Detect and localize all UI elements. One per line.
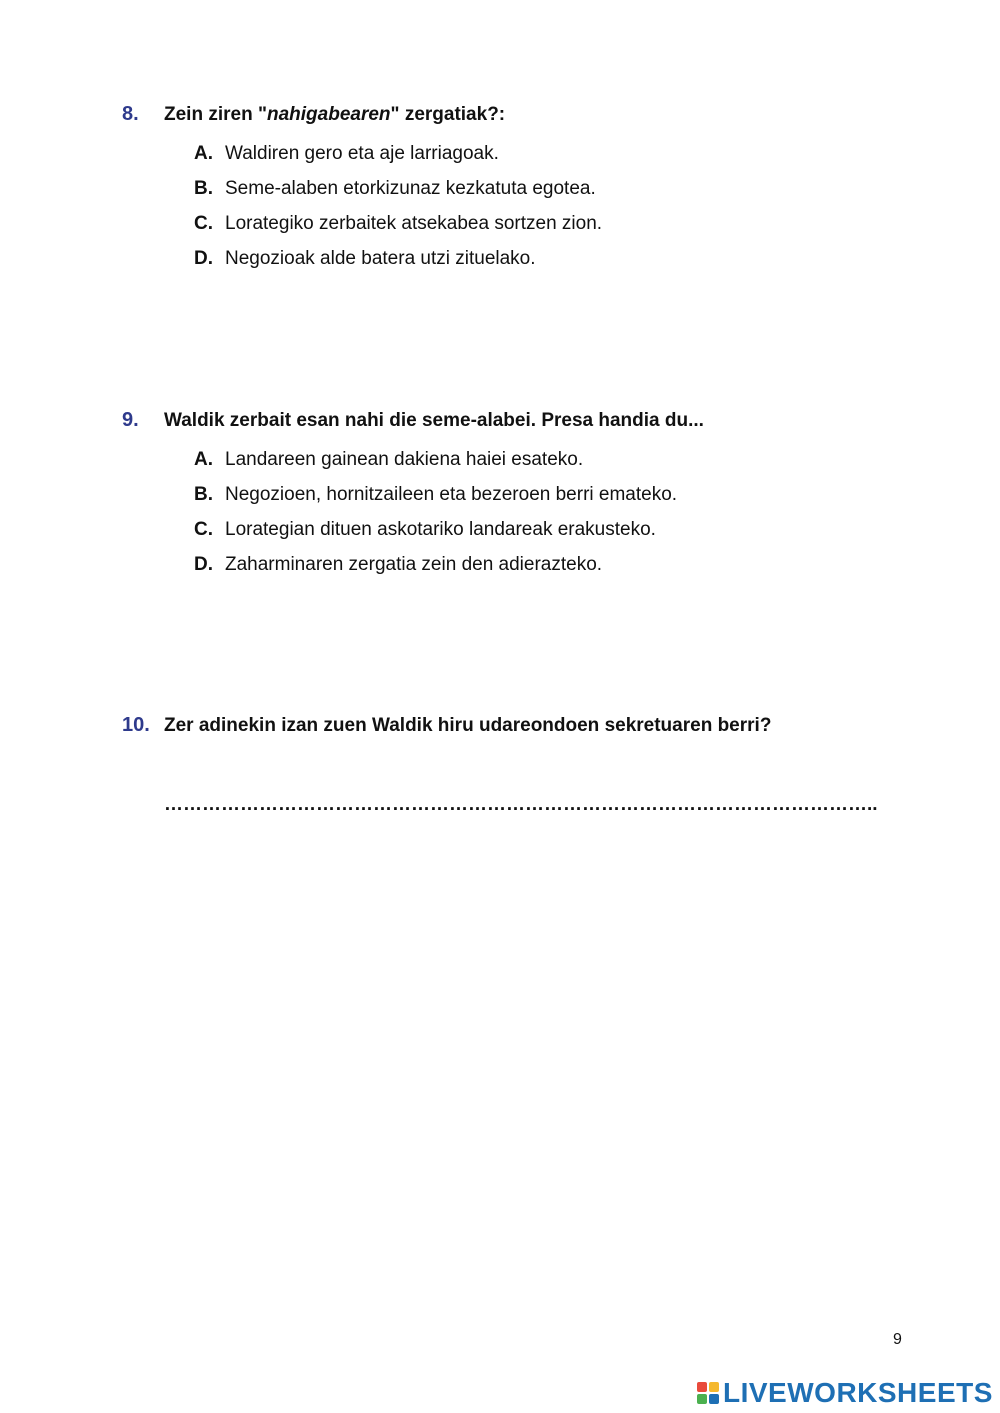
answer-field[interactable]: ………………………………………………………………………………………………….. <box>164 794 878 815</box>
logo-square-red <box>697 1382 707 1392</box>
question-number: 8. <box>122 103 139 125</box>
live-icon <box>697 1382 719 1404</box>
question-number: 9. <box>122 409 139 431</box>
emphasized-word: nahigabearen <box>266 104 391 125</box>
logo-square-green <box>697 1394 707 1404</box>
question-number: 10. <box>122 714 150 736</box>
question-text: Zein ziren "nahigabearen" zergatiak?: <box>164 104 506 125</box>
question-text: Zer adinekin izan zuen Waldik hiru udareondoen sekretuaren berri? <box>164 715 772 736</box>
question-text: Waldik zerbait esan nahi die seme-alabei. Presa handia du... <box>164 410 704 431</box>
logo-text: LIVEWORKSHEETS <box>723 1377 993 1408</box>
logo-square-yellow <box>709 1382 719 1392</box>
page-number: 9 <box>893 1331 902 1348</box>
liveworksheets-logo <box>697 1378 993 1408</box>
logo-square-blue <box>709 1394 719 1404</box>
